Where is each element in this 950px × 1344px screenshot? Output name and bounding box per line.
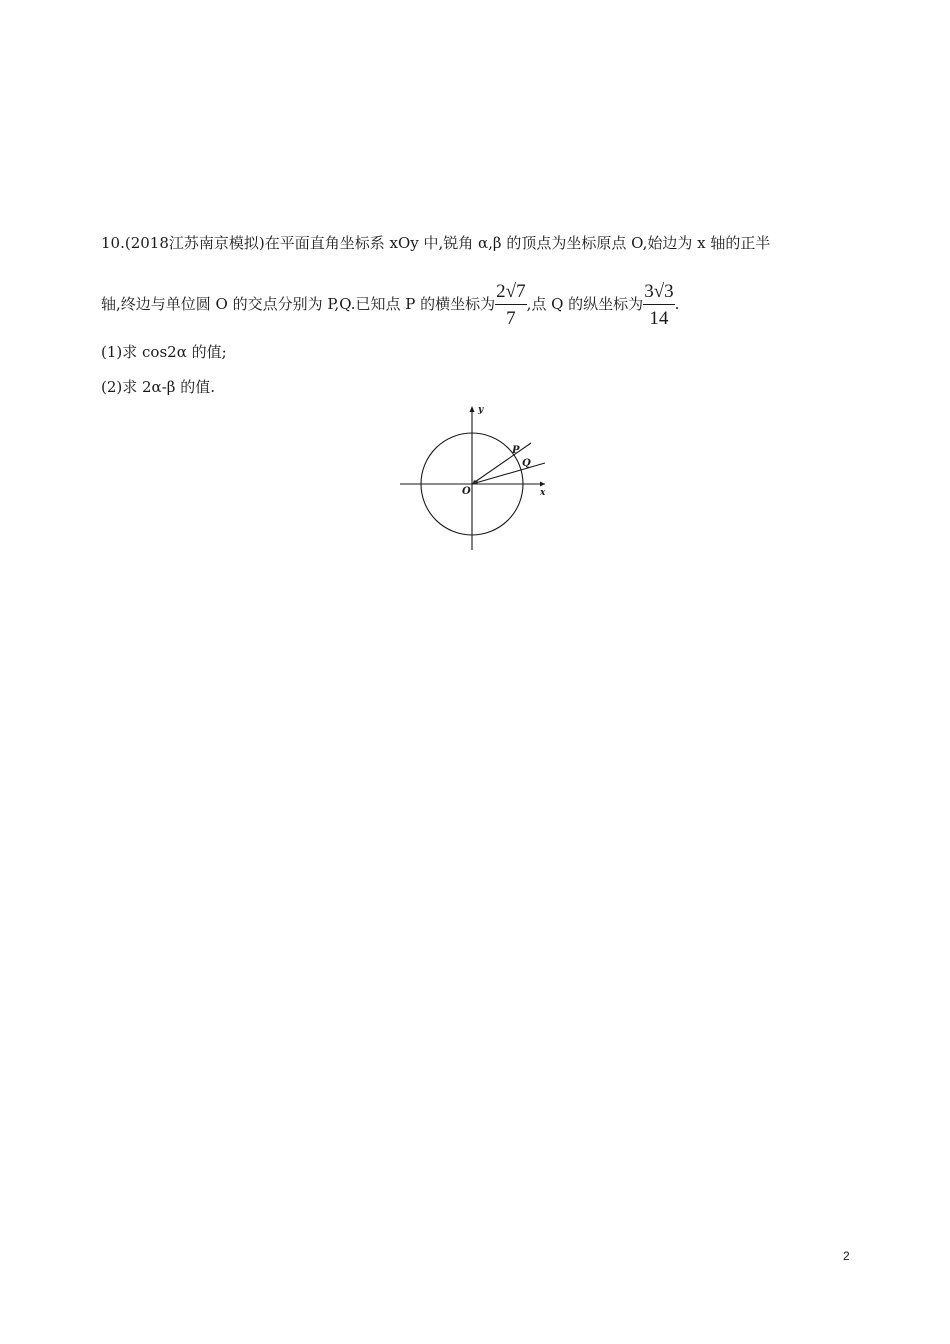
problem-line-2-end: . [674,295,680,313]
label-x: x [540,488,546,498]
problem-line-2-text-a: 轴,终边与单位圆 O 的交点分别为 P,Q.已知点 P 的横坐标为 [101,295,496,313]
fraction-p-radicand: 7 [516,281,526,302]
question-2: (2)求 2α-β 的值. [101,378,215,396]
label-P: P [512,445,520,456]
unit-circle-figure [395,398,555,554]
fraction-q-denominator: 14 [649,308,669,329]
fraction-q-y [643,282,674,328]
label-Q: Q [522,458,531,469]
y-axis-arrow [470,406,475,412]
problem-line-2-text-b: ,点 Q 的纵坐标为 [526,295,644,313]
fraction-q-numerator [643,282,674,305]
unit-circle-diagram [395,398,555,554]
terminal-side-beta [472,463,545,484]
fraction-q-radicand: 3 [664,281,674,302]
problem-line-2 [101,282,679,328]
sqrt-symbol: √ [505,281,517,302]
question-1: (1)求 cos2α 的值; [101,343,227,361]
label-y: y [478,405,484,415]
fraction-p-denominator: 7 [506,308,516,329]
problem-line-1: 10.(2018江苏南京模拟)在平面直角坐标系 xOy 中,锐角 α,β 的顶点为坐标原点 O,始边为 x 轴的正半 [101,234,771,252]
fraction-p-numerator [495,282,526,305]
sqrt-symbol: √ [653,281,665,302]
fraction-q-coef: 3 [644,281,654,302]
page-number: 2 [843,1249,850,1263]
x-axis-arrow [540,482,545,487]
fraction-p-x [495,282,526,328]
label-origin: O [462,486,471,497]
fraction-p-coef: 2 [496,281,506,302]
